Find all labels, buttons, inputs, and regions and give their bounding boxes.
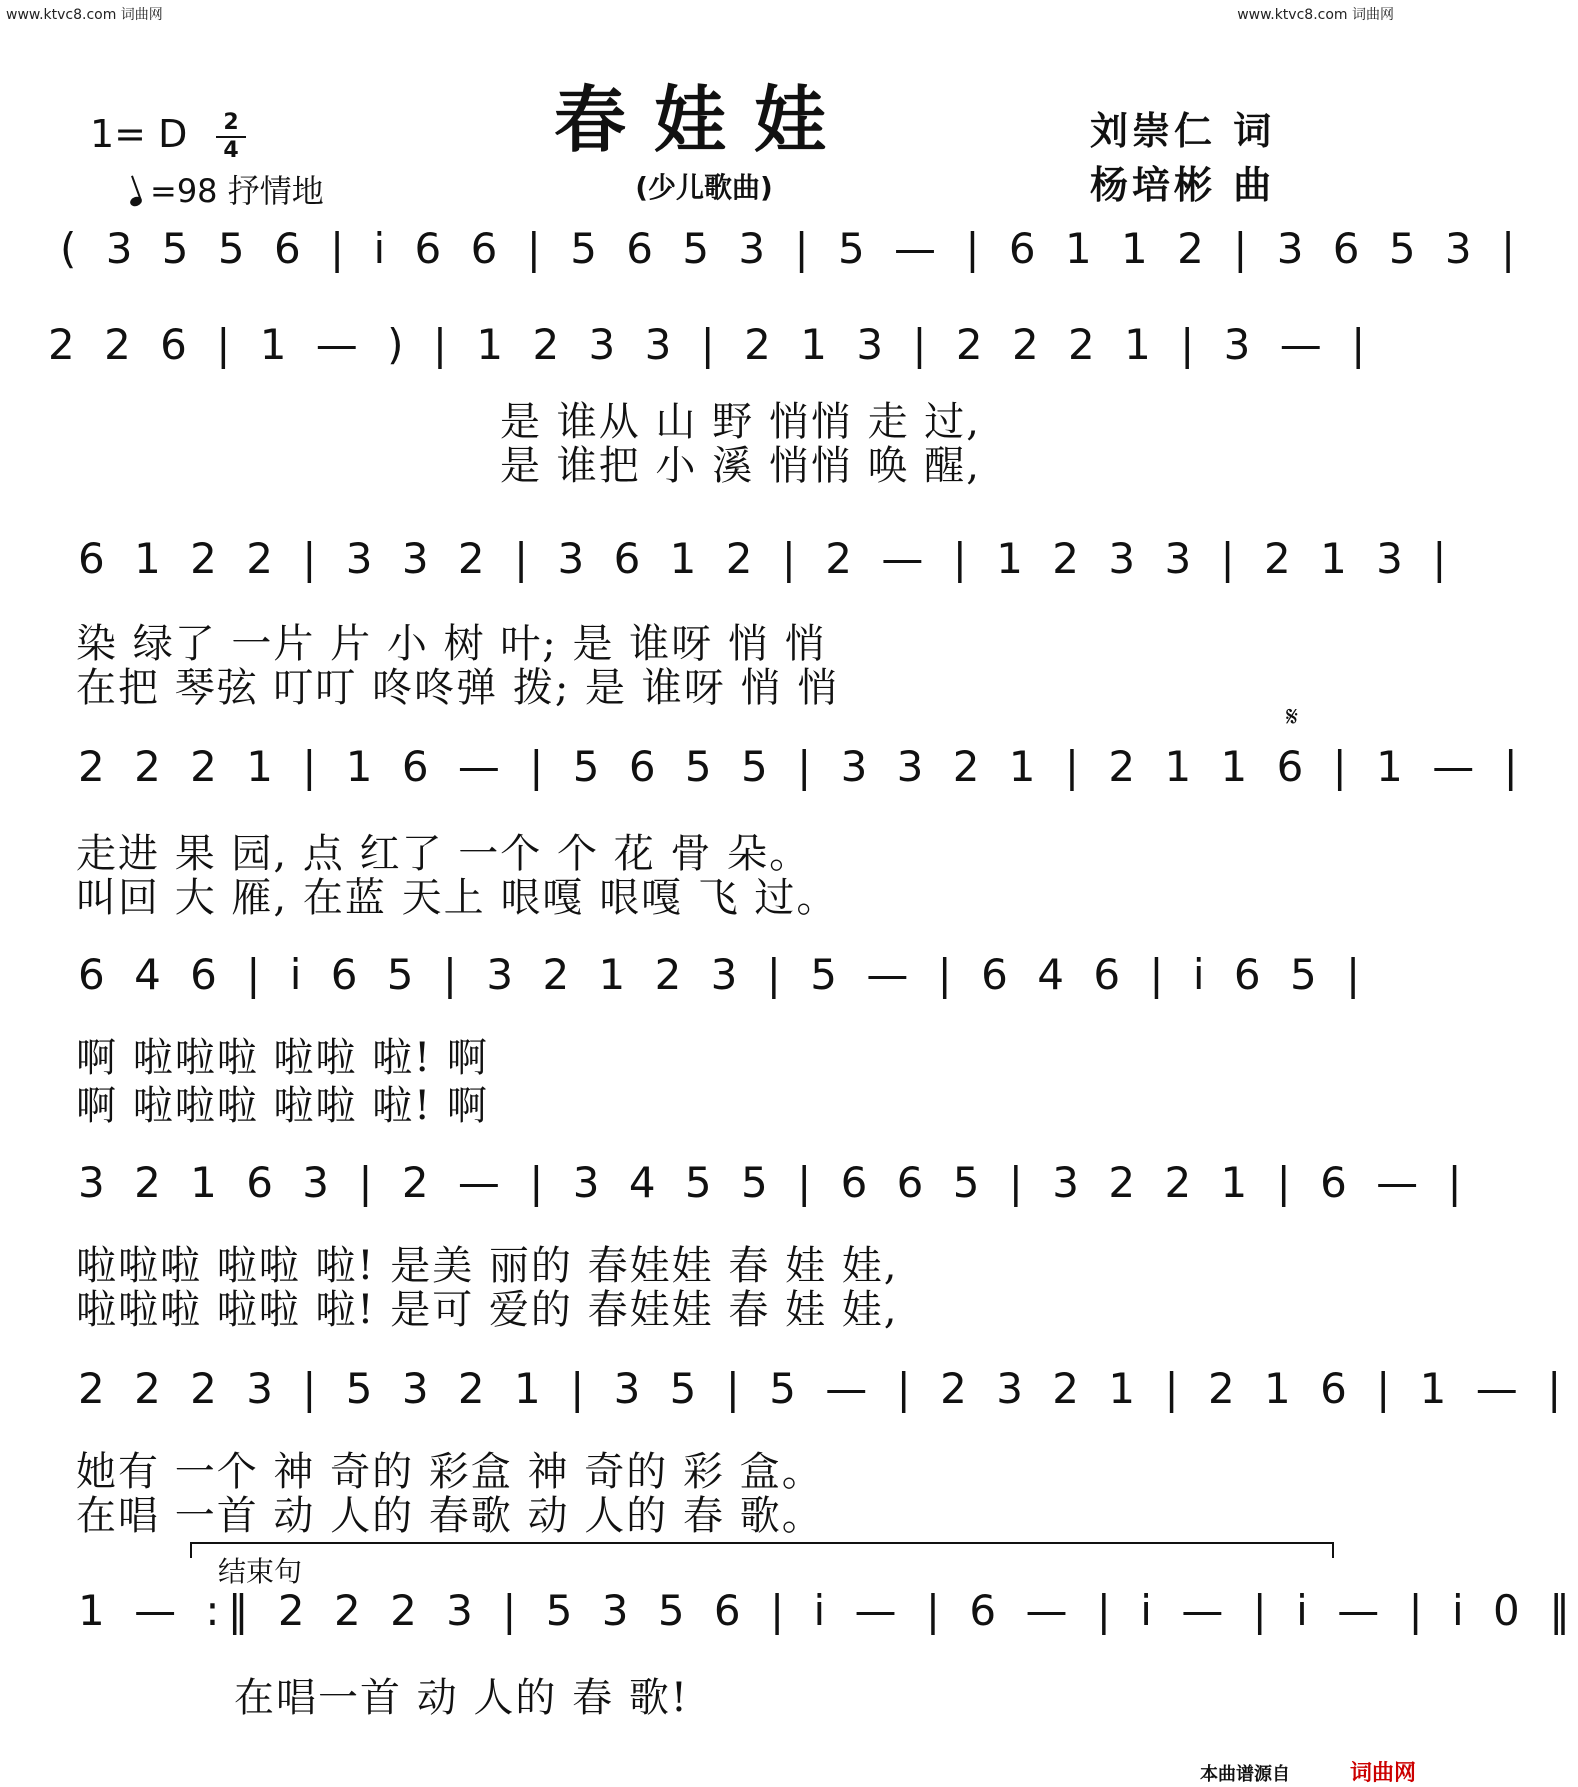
ending-label: 结束句 [218, 1555, 303, 1588]
lyric-line-1b: 是 谁把 小 溪 悄悄 唤 醒, [500, 443, 982, 489]
footer-brand-logo: 词曲网 [1350, 1761, 1417, 1786]
watermark-left: www.ktvc8.com 词曲网 [6, 7, 163, 23]
lyric-line-6b: 在唱 一首 动 人的 春歌 动 人的 春 歌。 [76, 1493, 824, 1539]
quarter-note-icon [129, 195, 143, 208]
notation-row-1: ( 3 5 5 6 | i 6 6 | 5 6 5 3 | 5 — | 6 1 1 2 | 3 6 5 3 | [60, 224, 1524, 273]
notation-row-2: 2 2 6 | 1 — ) | 1 2 3 3 | 2 1 3 | 2 2 2 1 | 3 — | [48, 320, 1374, 369]
time-signature-top: 2 [223, 110, 239, 135]
time-signature-bottom: 4 [223, 138, 239, 163]
lyric-line-1a: 是 谁从 山 野 悄悄 走 过, [500, 399, 982, 445]
lyric-line-2a: 染 绿了 一片 片 小 树 叶; 是 谁呀 悄 悄 [76, 621, 827, 667]
segno-icon: 𝄋 [1286, 700, 1299, 733]
notation-row-3: 6 1 2 2 | 3 3 2 | 3 6 1 2 | 2 — | 1 2 3 3 | 2 1 3 | [78, 534, 1455, 583]
lyric-line-5b: 啦啦啦 啦啦 啦! 是可 爱的 春娃娃 春 娃 娃, [76, 1287, 899, 1333]
tempo-text: =98 抒情地 [150, 172, 324, 210]
ending-bracket [190, 1542, 1334, 1558]
song-subtitle: (少儿歌曲) [635, 171, 773, 204]
composer-credit: 杨培彬 曲 [1090, 162, 1276, 207]
lyric-line-4b: 啊 啦啦啦 啦啦 啦! 啊 [76, 1083, 489, 1129]
lyric-line-3a: 走进 果 园, 点 红了 一个 个 花 骨 朵。 [76, 831, 812, 877]
key-signature: 1= D [90, 112, 188, 156]
lyric-line-7: 在唱一首 动 人的 春 歌! [234, 1675, 689, 1721]
notation-row-8: 1 — :‖ 2 2 2 3 | 5 3 5 6 | i — | 6 — | i — | i — | i 0 ‖ [78, 1586, 1578, 1635]
song-title: 春娃娃 [553, 77, 854, 162]
notation-row-7: 2 2 2 3 | 5 3 2 1 | 3 5 | 5 — | 2 3 2 1 | 2 1 6 | 1 — | [78, 1364, 1570, 1413]
lyric-line-2b: 在把 琴弦 叮叮 咚咚弹 拨; 是 谁呀 悄 悄 [76, 665, 840, 711]
lyric-line-5a: 啦啦啦 啦啦 啦! 是美 丽的 春娃娃 春 娃 娃, [76, 1243, 899, 1289]
tempo-marking [130, 166, 324, 212]
watermark-right: www.ktvc8.com 词曲网 [1237, 7, 1394, 23]
lyric-line-4a: 啊 啦啦啦 啦啦 啦! 啊 [76, 1035, 489, 1081]
lyric-line-3b: 叫回 大 雁, 在蓝 天上 哏嘎 哏嘎 飞 过。 [76, 875, 839, 921]
lyric-line-6a: 她有 一个 神 奇的 彩盒 神 奇的 彩 盒。 [76, 1449, 824, 1495]
notation-row-4: 2 2 2 1 | 1 6 — | 5 6 5 5 | 3 3 2 1 | 2 1 1 6 | 1 — | [78, 742, 1526, 791]
notation-row-5: 6 4 6 | i 6 5 | 3 2 1 2 3 | 5 — | 6 4 6 | i 6 5 | [78, 950, 1369, 999]
notation-row-6: 3 2 1 6 3 | 2 — | 3 4 5 5 | 6 6 5 | 3 2 2 1 | 6 — | [78, 1158, 1470, 1207]
lyricist-credit: 刘崇仁 词 [1090, 108, 1276, 153]
time-signature [216, 112, 246, 162]
footer-source: 本曲谱源自 [1200, 1764, 1290, 1785]
